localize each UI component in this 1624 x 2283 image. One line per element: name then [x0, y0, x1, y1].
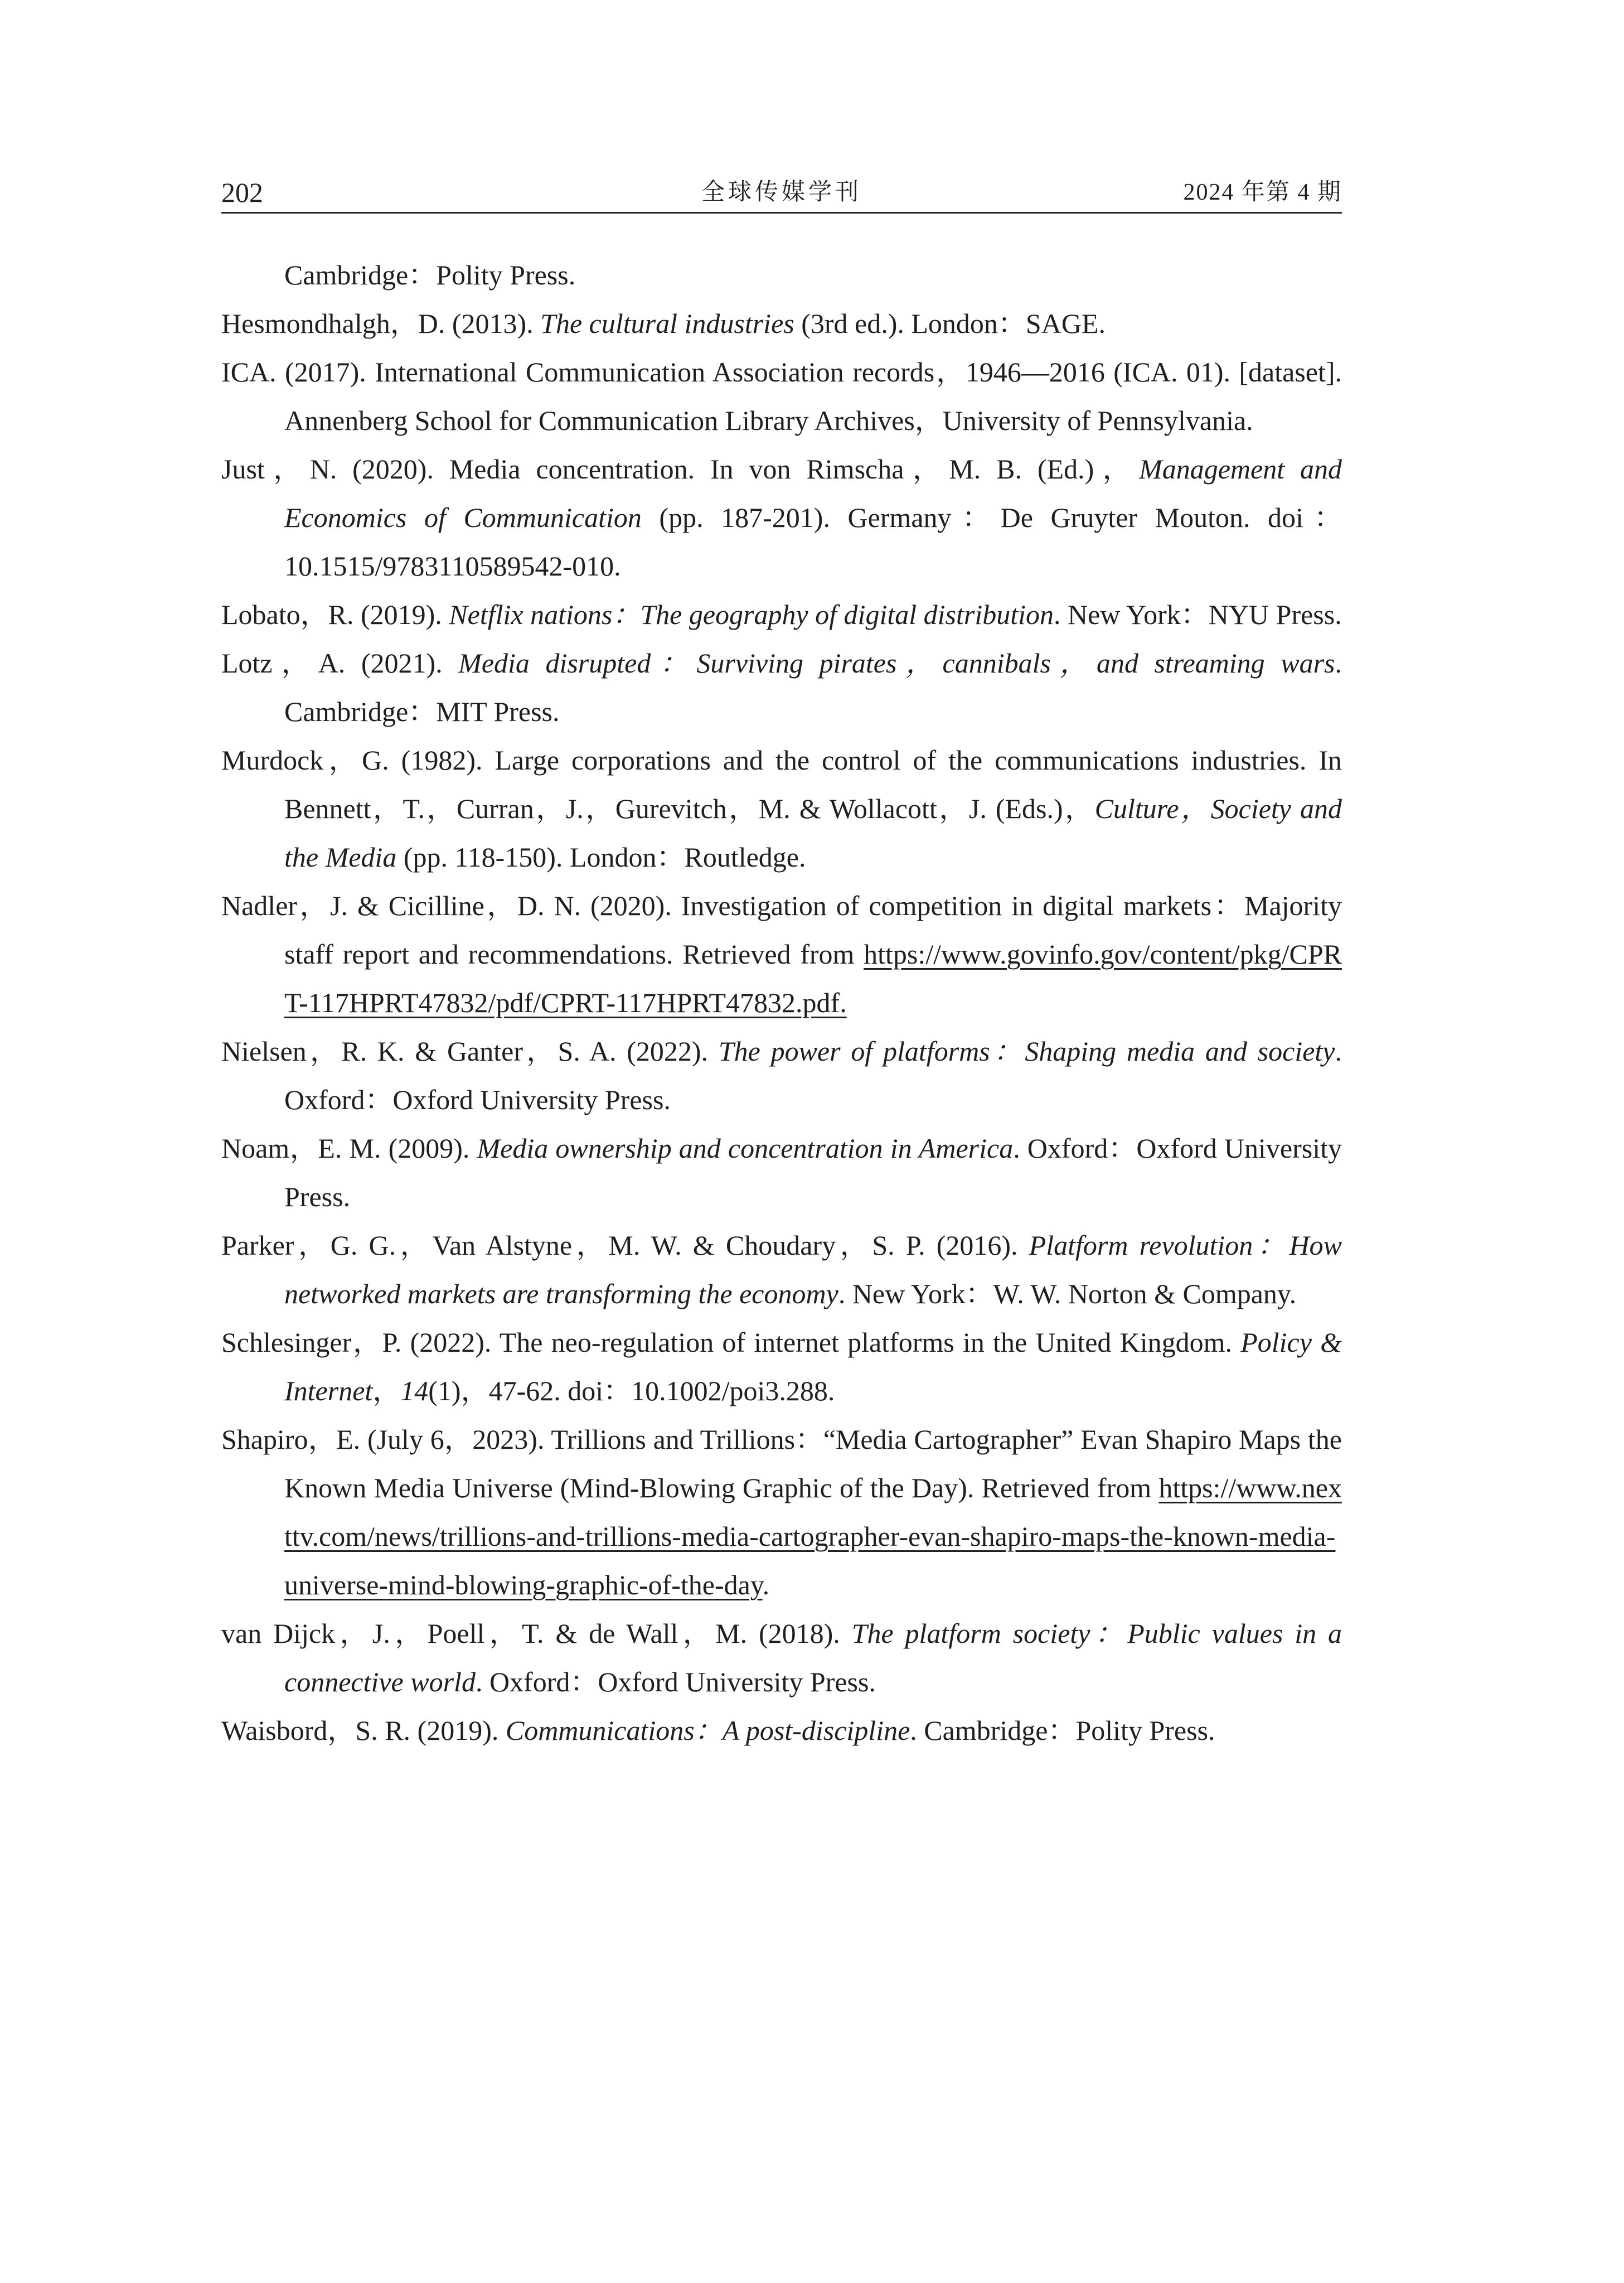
reference-text: (pp. 187-201). Germany：De Gruyter Mouton. doi：10.1515/9783110589542-010. [284, 502, 1342, 582]
page-number: 202 [221, 177, 263, 208]
reference-title-italic: Media ownership and concentration in America [477, 1133, 1014, 1164]
reference-url-link[interactable]: https://www.govinfo.gov/content/pkg/CPRT-117HPRT47832/pdf/CPRT-117HPRT47832.pdf. [284, 939, 1342, 1018]
reference-text: Just，N. (2020). Media concentration. In von Rimscha，M. B. (Ed.)， [221, 453, 1140, 485]
reference-entry [221, 1415, 1342, 1609]
reference-title-italic: Culture，Society and the Media [284, 793, 1342, 873]
running-header [221, 173, 1342, 214]
reference-text: Cambridge：Polity Press. [284, 259, 576, 291]
reference-entry [221, 1027, 1342, 1124]
reference-entry [221, 736, 1342, 882]
reference-text: . Cambridge：Polity Press. [910, 1715, 1215, 1746]
reference-entry [221, 445, 1342, 591]
reference-list [221, 251, 1342, 1755]
reference-text: van Dijck，J.，Poell，T. & de Wall，M. (2018). [221, 1618, 852, 1649]
reference-title-italic: Policy & Internet [284, 1327, 1342, 1406]
issue-label: 2024 年第 4 期 [1183, 180, 1342, 205]
reference-text: Schlesinger，P. (2022). The neo-regulation of internet platforms in the United Kingdom. [221, 1327, 1241, 1358]
reference-entry [221, 591, 1342, 639]
reference-entry [221, 251, 1342, 299]
reference-text: . New York：W. W. Norton & Company. [838, 1278, 1297, 1309]
reference-text: Shapiro，E. (July 6，2023). Trillions and Trillions：“Media Cartographer” Evan Shapiro Maps the Known Media Universe (Mind-Blowing Graphic of the Day). Retrieved from [221, 1424, 1342, 1503]
reference-text: Waisbord，S. R. (2019). [221, 1715, 506, 1746]
reference-text: . Oxford：Oxford University Press. [284, 1133, 1342, 1212]
reference-title-italic: Management and Economics of Communication [284, 453, 1342, 533]
reference-text: ICA. (2017). International Communication Association records，1946—2016 (ICA. 01). [dataset]. Annenberg School for Communication Library Archives，University of Pennsylvania. [221, 356, 1342, 436]
reference-entry [221, 882, 1342, 1027]
reference-text: (pp. 118-150). London：Routledge. [396, 841, 806, 873]
reference-text: Noam，E. M. (2009). [221, 1133, 477, 1164]
reference-title-italic: The power of platforms：Shaping media and society [718, 1036, 1335, 1067]
reference-text: . [762, 1569, 770, 1600]
reference-title-italic: Media disrupted：Surviving pirates，cannibals，and streaming wars [458, 647, 1335, 679]
reference-text: Lotz，A. (2021). [221, 647, 459, 679]
reference-entry [221, 639, 1342, 736]
reference-entry [221, 348, 1342, 445]
reference-text: Hesmondhalgh，D. (2013). [221, 308, 541, 339]
reference-title-italic: Platform revolution：How networked markets are transforming the economy [284, 1230, 1342, 1309]
reference-text: Nadler，J. & Cicilline，D. N. (2020). Investigation of competition in digital markets：Majority staff report and recommendations. Retrieved from [221, 890, 1342, 970]
reference-title-italic: The platform society：Public values in a connective world [284, 1618, 1342, 1697]
reference-entry [221, 299, 1342, 348]
journal-title: 全球传媒学刊 [701, 180, 862, 205]
reference-text: Nielsen，R. K. & Ganter，S. A. (2022). [221, 1036, 719, 1067]
reference-title-italic: The cultural industries [540, 308, 794, 339]
reference-title-italic: Communications：A post-discipline [505, 1715, 910, 1746]
reference-text: . Cambridge：MIT Press. [284, 647, 1342, 727]
reference-text: . Oxford：Oxford University Press. [475, 1666, 876, 1697]
reference-text: Parker，G. G.，Van Alstyne，M. W. & Choudary，S. P. (2016). [221, 1230, 1029, 1261]
reference-title-italic: 14 [400, 1375, 429, 1406]
reference-entry [221, 1706, 1342, 1755]
reference-text: Lobato，R. (2019). [221, 599, 449, 630]
reference-text: (1)，47-62. doi：10.1002/poi3.288. [428, 1375, 835, 1406]
reference-url-link[interactable]: https://www.nexttv.com/news/trillions-and-trillions-media-cartographer-evan-shapiro-maps-the-known-media-universe-mind-blowing-graphic-of-the-day [284, 1472, 1342, 1600]
reference-entry [221, 1124, 1342, 1221]
reference-text: . New York：NYU Press. [1054, 599, 1342, 630]
reference-text: Murdock，G. (1982). Large corporations and the control of the communications industries. In Bennett，T.，Curran，J.，Gurevitch，M. & Wollacott，J. (Eds.)， [221, 744, 1342, 824]
reference-entry [221, 1318, 1342, 1415]
reference-text: ， [372, 1375, 401, 1406]
reference-entry [221, 1609, 1342, 1706]
reference-entry [221, 1221, 1342, 1318]
reference-text: . Oxford：Oxford University Press. [284, 1036, 1342, 1115]
reference-title-italic: Netflix nations：The geography of digital distribution [449, 599, 1054, 630]
reference-text: (3rd ed.). London：SAGE. [794, 308, 1106, 339]
